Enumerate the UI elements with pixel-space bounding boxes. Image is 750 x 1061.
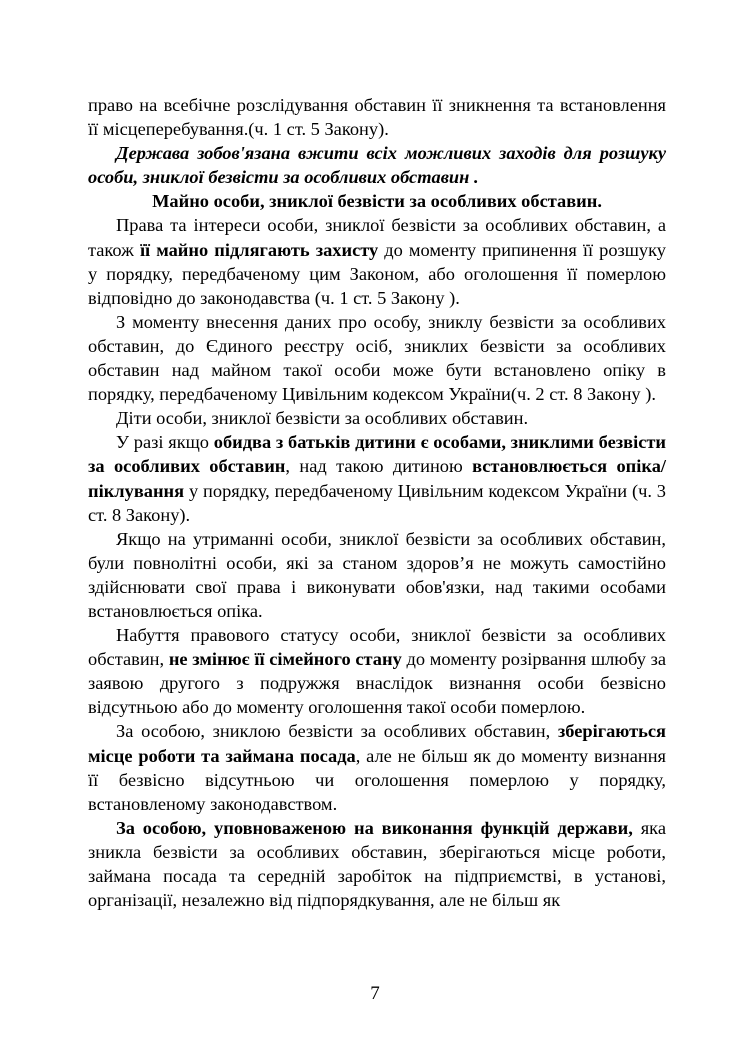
document-body xyxy=(88,93,666,912)
paragraph-5 xyxy=(88,310,666,406)
paragraph-11-text-1: яка зникла безвісти за особливих обставин, зберігаються місце роботи, займана посада та середній заробіток на підприємстві, в установі, організації, незалежно від підпорядкування, але не більш як xyxy=(88,817,666,911)
paragraph-7-bold-1: обидва з батьків дитини є особами, зниклими безвісти за особливих обставин xyxy=(88,432,666,477)
paragraph-11 xyxy=(88,816,666,912)
paragraph-2 xyxy=(88,141,666,189)
paragraph-4 xyxy=(88,213,666,309)
paragraph-11-bold-1: За особою, уповноваженою на виконання функцій держави, xyxy=(116,817,633,838)
paragraph-9-text-1: Набуття правового статусу особи, зниклої безвісти за особливих обставин, xyxy=(88,625,666,670)
paragraph-8 xyxy=(88,527,666,623)
paragraph-10-text-1: За особою, зниклою безвісти за особливих обставин, xyxy=(116,721,558,742)
paragraph-1 xyxy=(88,93,666,141)
paragraph-8-text: Якщо на утриманні особи, зниклої безвісти за особливих обставин, були повнолітні особи, які за станом здоров’я не можуть самостійно здійснювати свої права і виконувати обов'язки, над такими особами встановлюється опіка. xyxy=(88,528,666,621)
paragraph-5-text: З моменту внесення даних про особу, зниклу безвісти за особливих обставин, до Єдиного реєстру осіб, зниклих безвісти за особливих обставин над майном такої особи може бути встановлено опіку в порядку, передбаченому Цивільним кодексом України(ч. 2 ст. 8 Закону ). xyxy=(88,311,666,405)
paragraph-10-text-2: , але не більш як до моменту визнання її безвісно відсутньою чи оголошення померлою у порядку, встановленому законодавством. xyxy=(88,745,666,814)
paragraph-4-text-2: до моменту припинення її розшуку у порядку, передбаченому цим Законом, або оголошення її померлою відповідно до законодавства (ч. 1 ст. 5 Закону ). xyxy=(88,239,667,308)
paragraph-6 xyxy=(88,406,666,430)
paragraph-2-bold-italic-text: Держава зобов'язана вжити всіх можливих заходів для розшуку особи, зниклої безвісти за особливих обставин . xyxy=(88,143,666,188)
section-heading-property-text: Майно особи, зниклої безвісти за особливих обставин. xyxy=(152,191,602,212)
section-heading-property xyxy=(88,189,666,213)
paragraph-10-bold-1: зберігаються місце роботи та займана посада xyxy=(88,721,666,766)
paragraph-7-text-3: у порядку, передбаченому Цивільним кодексом України (ч. 3 ст. 8 Закону). xyxy=(88,480,666,525)
page-number: 7 xyxy=(370,983,380,1004)
paragraph-10 xyxy=(88,719,666,815)
paragraph-4-text-1: Права та інтереси особи, зниклої безвісти за особливих обставин, а також xyxy=(88,215,666,260)
paragraph-7-bold-2: встановлюється опіка/піклування xyxy=(88,456,666,501)
paragraph-9-text-2: до моменту розірвання шлюбу за заявою другого з подружжя внаслідок визнання особи безвісно відсутньою або до моменту оголошення такої особи померлою. xyxy=(88,649,667,718)
paragraph-7-text-2: , над такою дитиною xyxy=(285,456,473,477)
paragraph-6-text: Діти особи, зниклої безвісти за особливих обставин. xyxy=(116,408,529,429)
paragraph-1-text: право на всебічне розслідування обставин її зникнення та встановлення її місцеперебування.(ч. 1 ст. 5 Закону). xyxy=(88,95,666,140)
paragraph-7 xyxy=(88,430,666,526)
paragraph-4-bold-1: її майно підлягають захисту xyxy=(139,239,379,260)
paragraph-9-bold-1: не змінює її сімейного стану xyxy=(168,649,402,670)
paragraph-9 xyxy=(88,623,666,719)
paragraph-7-text-1: У разі якщо xyxy=(116,432,214,453)
